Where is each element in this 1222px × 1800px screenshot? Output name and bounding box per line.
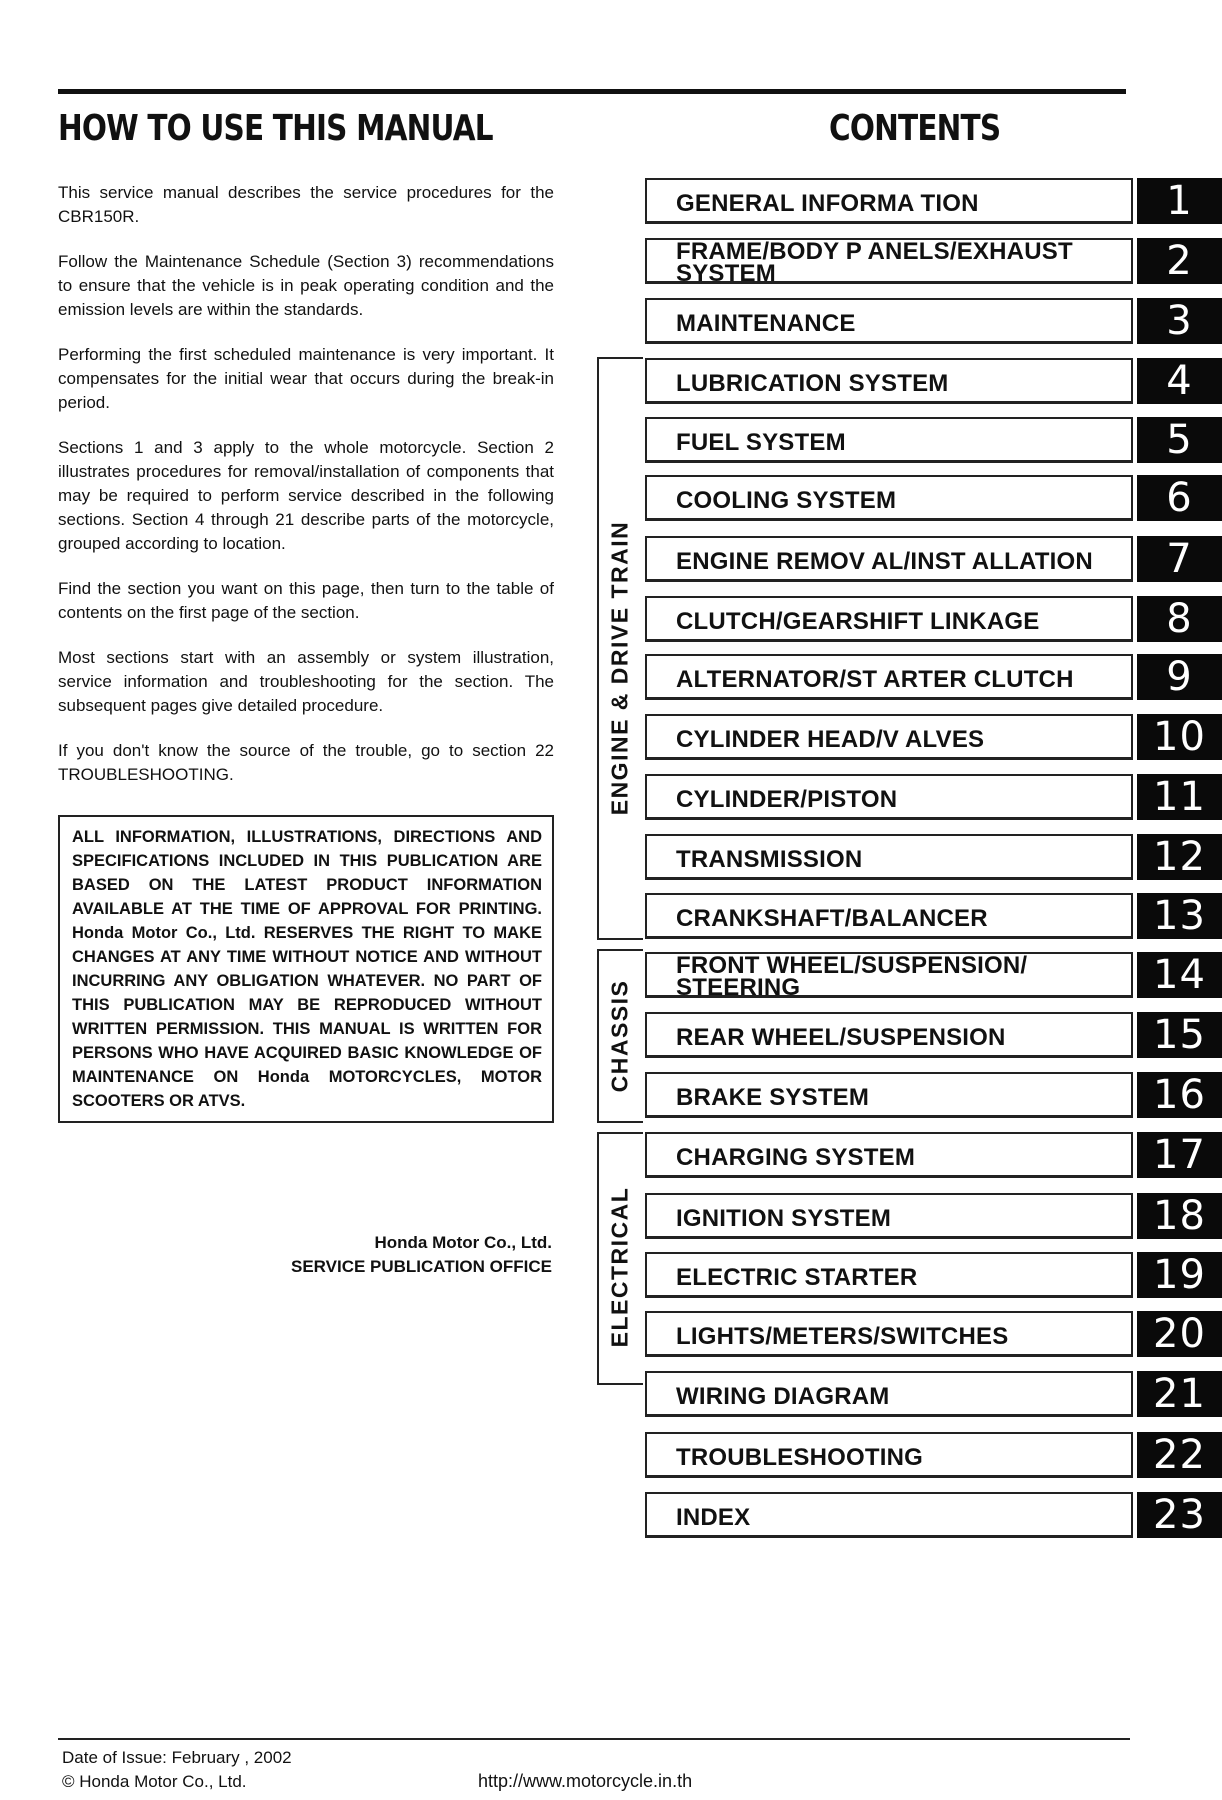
- intro-paragraph: This service manual describes the service procedures for the CBR150R.: [58, 183, 554, 226]
- bottom-rule: [58, 1738, 1130, 1740]
- section-number-tab: 6: [1137, 475, 1222, 521]
- section-number-tab: 13: [1137, 893, 1222, 939]
- contents-item-label: CLUTCH/GEARSHIFT LINKAGE: [676, 607, 1040, 635]
- contents-item[interactable]: [645, 536, 1222, 586]
- contents-item-label: BRAKE SYSTEM: [676, 1083, 870, 1111]
- troubleshooting-paragraph: If you don't know the source of the trouble, go to section 22 TROUBLESHOOTING.: [58, 741, 554, 784]
- contents-item-label: FRONT WHEEL/SUSPENSION/ STEERING: [676, 952, 1028, 1001]
- publisher-block: [58, 1231, 552, 1279]
- section-number-tab: 19: [1137, 1252, 1222, 1298]
- section-number-tab: 17: [1137, 1132, 1222, 1178]
- contents-item-label: MAINTENANCE: [676, 309, 856, 337]
- contents-title: CONTENTS: [829, 108, 1001, 149]
- contents-item-label: LIGHTS/METERS/SWITCHES: [676, 1322, 1009, 1350]
- copyright: © Honda Motor Co., Ltd.: [62, 1772, 247, 1791]
- contents-item[interactable]: [645, 596, 1222, 646]
- publisher-company: Honda Motor Co., Ltd.: [374, 1233, 552, 1252]
- contents-item-label: INDEX: [676, 1503, 751, 1531]
- section-number-tab: 14: [1137, 952, 1222, 998]
- section-number-tab: 9: [1137, 654, 1222, 700]
- contents-item-label: WIRING DIAGRAM: [676, 1382, 890, 1410]
- contents-item-label: CYLINDER HEAD/V ALVES: [676, 725, 985, 753]
- contents-item-label: FRAME/BODY P ANELS/EXHAUST SYSTEM: [676, 238, 1073, 287]
- section-number-tab: 4: [1137, 358, 1222, 404]
- top-rule: [58, 89, 1126, 94]
- contents-item[interactable]: [645, 1371, 1222, 1421]
- contents-item[interactable]: [645, 1012, 1222, 1062]
- contents-item[interactable]: [645, 178, 1222, 228]
- contents-item-label: REAR WHEEL/SUSPENSION: [676, 1023, 1006, 1051]
- sections-paragraph: Sections 1 and 3 apply to the whole motorcycle. Section 2 illustrates procedures for removal/installation of components that may be required to perform service described in the following sections. Section 4 through 21 describe parts of the motorcycle, grouped according to location.: [58, 438, 554, 553]
- contents-item[interactable]: [645, 834, 1222, 884]
- contents-item-label: CHARGING SYSTEM: [676, 1143, 916, 1171]
- contents-item[interactable]: [645, 654, 1222, 704]
- section-number-tab: 22: [1137, 1432, 1222, 1478]
- contents-item[interactable]: [645, 1492, 1222, 1542]
- maintenance-paragraph: Follow the Maintenance Schedule (Section 3) recommendations to ensure that the vehicle is in peak operating condition and the emission levels are within the standards.: [58, 252, 554, 319]
- publisher-office: SERVICE PUBLICATION OFFICE: [290, 1257, 552, 1276]
- section-number-tab: 1: [1137, 178, 1222, 224]
- source-url: http://www.motorcycle.in.th: [478, 1771, 693, 1791]
- contents-item-label: FUEL SYSTEM: [676, 428, 846, 456]
- chassis-group-label: CHASSIS: [606, 979, 633, 1093]
- issue-info: [62, 1746, 292, 1794]
- find-section-paragraph: Find the section you want on this page, then turn to the table of contents on the first page of the section.: [58, 579, 554, 622]
- section-number-tab: 15: [1137, 1012, 1222, 1058]
- contents-item-label: TRANSMISSION: [676, 845, 863, 873]
- section-number-tab: 7: [1137, 536, 1222, 582]
- contents-item-label: TROUBLESHOOTING: [676, 1443, 923, 1471]
- contents-item-label: CYLINDER/PISTON: [676, 785, 898, 813]
- section-number-tab: 12: [1137, 834, 1222, 880]
- section-number-tab: 3: [1137, 298, 1222, 344]
- contents-item[interactable]: [645, 1311, 1222, 1361]
- section-number-tab: 5: [1137, 417, 1222, 463]
- section-number-tab: 23: [1137, 1492, 1222, 1538]
- contents-item-label: IGNITION SYSTEM: [676, 1204, 892, 1232]
- section-number-tab: 16: [1137, 1072, 1222, 1118]
- contents-item[interactable]: [645, 238, 1222, 288]
- contents-item[interactable]: [645, 1252, 1222, 1302]
- contents-item[interactable]: [645, 1072, 1222, 1122]
- section-number-tab: 11: [1137, 774, 1222, 820]
- contents-item[interactable]: [645, 1132, 1222, 1182]
- contents-item[interactable]: [645, 358, 1222, 408]
- contents-item-label: ENGINE REMOV AL/INST ALLATION: [676, 547, 1093, 575]
- contents-item[interactable]: [645, 893, 1222, 943]
- section-number-tab: 18: [1137, 1193, 1222, 1239]
- section-structure-paragraph: Most sections start with an assembly or system illustration, service information and troubleshooting for the section. The subsequent pages give detailed procedure.: [58, 648, 554, 715]
- contents-item[interactable]: [645, 952, 1222, 1002]
- contents-item[interactable]: [645, 475, 1222, 525]
- contents-item-label: ELECTRIC STARTER: [676, 1263, 918, 1291]
- how-to-use-text: [58, 181, 554, 1123]
- contents-item-label: LUBRICATION SYSTEM: [676, 369, 949, 397]
- manual-title: HOW TO USE THIS MANUAL: [58, 108, 493, 149]
- contents-item-label: GENERAL INFORMA TION: [676, 189, 979, 217]
- date-of-issue: Date of Issue: February , 2002: [62, 1748, 292, 1767]
- contents-item[interactable]: [645, 714, 1222, 764]
- contents-item[interactable]: [645, 1432, 1222, 1482]
- section-number-tab: 8: [1137, 596, 1222, 642]
- contents-item[interactable]: [645, 1193, 1222, 1243]
- section-number-tab: 20: [1137, 1311, 1222, 1357]
- legal-notice-box: ALL INFORMATION, ILLUSTRATIONS, DIRECTIONS AND SPECIFICATIONS INCLUDED IN THIS PUBLICATION ARE BASED ON THE LATEST PRODUCT INFORMATION AVAILABLE AT THE TIME OF APPROVAL FOR PRINTING. Honda Motor Co., Ltd. RESERVES THE RIGHT TO MAKE CHANGES AT ANY TIME WITHOUT NOTICE AND WITHOUT INCURRING ANY OBLIGATION WHATEVER. NO PART OF THIS PUBLICATION MAY BE REPRODUCED WITHOUT WRITTEN PERMISSION. THIS MANUAL IS WRITTEN FOR PERSONS WHO HAVE ACQUIRED BASIC KNOWLEDGE OF MAINTENANCE ON Honda MOTORCYCLES, MOTOR SCOOTERS OR ATVS.: [58, 815, 554, 1123]
- section-number-tab: 21: [1137, 1371, 1222, 1417]
- contents-item-label: ALTERNATOR/ST ARTER CLUTCH: [676, 665, 1074, 693]
- section-number-tab: 10: [1137, 714, 1222, 760]
- contents-item[interactable]: [645, 298, 1222, 348]
- first-maintenance-paragraph: Performing the first scheduled maintenance is very important. It compensates for the initial wear that occurs during the break-in period.: [58, 345, 554, 412]
- section-number-tab: 2: [1137, 238, 1222, 284]
- engine-group-label: ENGINE & DRIVE TRAIN: [606, 520, 633, 816]
- contents-item-label: CRANKSHAFT/BALANCER: [676, 904, 988, 932]
- contents-item[interactable]: [645, 417, 1222, 467]
- contents-item[interactable]: [645, 774, 1222, 824]
- contents-item-label: COOLING SYSTEM: [676, 486, 897, 514]
- electrical-group-label: ELECTRICAL: [606, 1186, 633, 1348]
